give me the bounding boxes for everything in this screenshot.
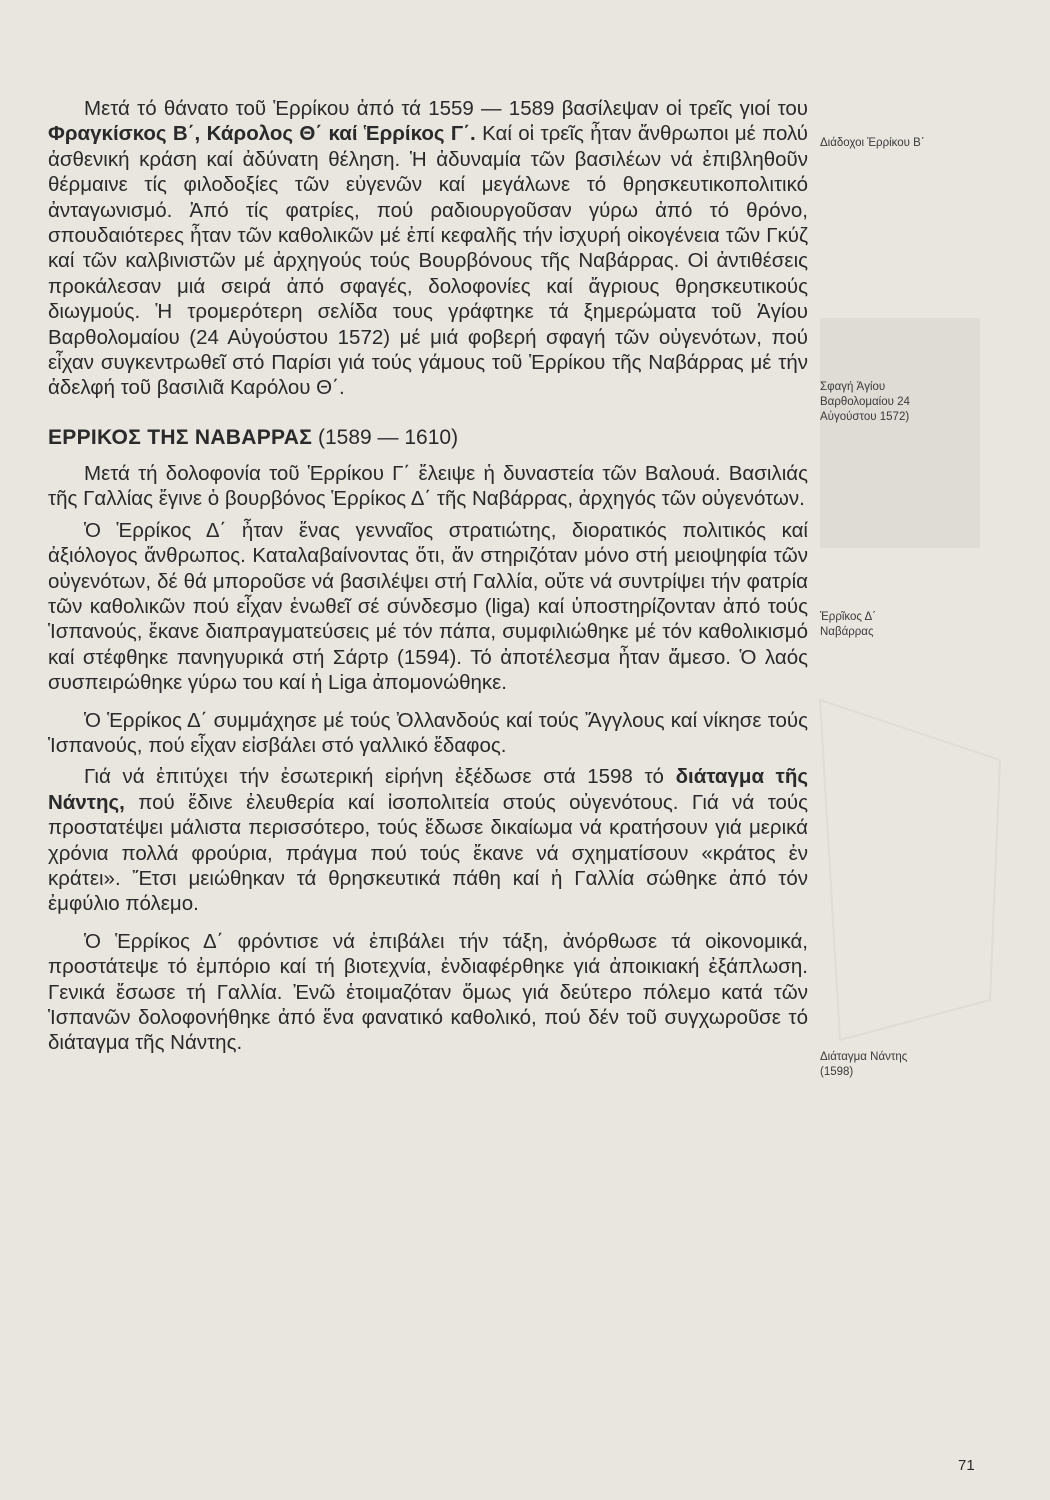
page-number: 71 [958, 1457, 975, 1474]
paragraph-order: Ὁ Ἑρρίκος Δ΄ φρόντισε νά ἐπιβάλει τήν τάξη, ἀνόρθωσε τά οἰκονομικά, προστάτεψε τό ἐμπόριο καί τή βιοτεχνία, ἐνδιαφέρθηκε γιά ἀποικιακή ἐξάπλωση. Γενικά ἔσωσε τή Γαλλία. Ἐνῶ ἑτοιμαζόταν ὅμως γιά δεύτερο πόλεμο κατά τῶν Ἱσπανῶν δολοφονήθηκε ἀπό ἕνα φανατικό καθολικό, πού δέν τοῦ συγχωροῦσε τό διάταγμα τῆς Νάντης. [48, 929, 808, 1055]
paragraph-successors [48, 96, 808, 401]
sidenote-massacre-line3: Αὐγούστου 1572) [820, 411, 910, 423]
section-heading-dates: (1589 — 1610) [312, 425, 459, 449]
main-text-column [48, 96, 808, 1062]
sidenote-henry-line2: Ναβάρρας [820, 626, 874, 638]
sidenote-edict-line2: (1598) [820, 1066, 854, 1078]
sidenote-edict [820, 1050, 995, 1080]
sidenote-massacre-line2: Βαρθολομαίου 24 [820, 396, 910, 408]
p1-text-start: Μετά τό θάνατο τοῦ Ἑρρίκου ἀπό τά 1559 — 1589 βασίλεψαν οἱ τρεῖς γιοί του [84, 97, 808, 120]
faint-portrait-shadow [820, 318, 980, 548]
sidenote-massacre-line1: Σφαγή Ἁγίου [820, 381, 886, 393]
p5-text-end: πού ἔδινε ἐλευθερία καί ἰσοπολιτεία στούς οὐγενότους. Γιά νά τούς προστατέψει μάλιστα περισσότερο, τούς ἔδωσε δικαίωμα νά κρατήσουν γιά μερικά χρόνια πολλά φρούρια, πράγμα πού τούς ἔκανε νά σχηματίσουν «κράτος ἐν κράτει». Ἔτσι μειώθηκαν τά θρησκευτικά πάθη καί ἡ Γαλλία σώθηκε ἀπό τόν ἐμφύλιο πόλεμο. [48, 790, 808, 916]
paragraph-alliance: Ὁ Ἑρρίκος Δ΄ συμμάχησε μέ τούς Ὀλλανδούς καί τούς Ἄγγλους καί νίκησε τούς Ἱσπανούς, πού εἶχαν εἰσβάλει στό γαλλικό ἔδαφος. [48, 708, 808, 757]
paragraph-henry-character: Ὁ Ἑρρίκος Δ΄ ἦταν ἕνας γενναῖος στρατιώτης, διορατικός πολιτικός καί ἀξιόλογος ἄνθρωπος. Καταλαβαίνοντας ὅτι, ἄν στηριζόταν μόνο στή μειοψηφία τῶν οὐγενότων, δέ θά μποροῦσε νά βασιλέψει στή Γαλλία, οὔτε νά συντρίψει τήν φατρία τῶν καθολικῶν πού εἶχαν ἑνωθεῖ σέ σύνδεσμο (liga) καί ὑποστηρίζονταν ἀπό τούς Ἱσπανούς, ἔκανε διαπραγματεύσεις μέ τόν πάπα, συμφιλιώθηκε μέ τόν καθολικισμό καί στέφθηκε πανηγυρικά στή Σάρτρ (1594). Τό ἀποτέλεσμα ἦταν ἄμεσο. Ὁ λαός συσπειρώθηκε γύρω του καί ἡ Liga ἀπομονώθηκε. [48, 518, 808, 695]
sidenote-successors [820, 136, 995, 151]
sidenote-henry [820, 610, 995, 640]
sidenote-edict-line1: Διάταγμα Νάντης [820, 1051, 908, 1063]
section-heading [48, 425, 808, 451]
faint-map-shadow [820, 700, 1000, 1040]
p1-text-end: Καί οἱ τρεῖς ἦταν ἄνθρωποι μέ πολύ ἀσθενική κράση καί ἀδύνατη θέληση. Ἡ ἀδυναμία τῶν βασιλέων νά ἐπιβληθοῦν θέρμαινε τίς φιλοδοξίες τῶν εὐγενῶν καί μεγάλωνε τό θρησκευτικοπολιτικό ἀνταγωνισμό. Ἀπό τίς φατρίες, πού ραδιουργοῦσαν γύρω ἀπό τό θρόνο, σπουδαιότερες ἦταν τῶν καθολικῶν μέ ἐπί κεφαλῆς τήν ἰσχυρή οἰκογένεια τῶν Γκύζ καί τῶν καλβινιστῶν μέ ἀρχηγούς τούς Βουρβόνους τῆς Ναβάρρας. Οἱ ἀντιθέσεις προκάλεσαν μιά σειρά ἀπό σφαγές, δολοφονίες καί ἄγριους θρησκευτικούς διωγμούς. Ἡ τρομερότερη σελίδα τους γράφτηκε τά ξημερώματα τοῦ Ἁγίου Βαρθολομαίου (24 Αὐγούστου 1572) μέ μιά φοβερή σφαγή τῶν οὐγενότων, πού εἶχαν συγκεντρωθεῖ στό Παρίσι γιά τούς γάμους τοῦ Ἑρρίκου τῆς Ναβάρρας μέ τήν ἀδελφή τοῦ βασιλιᾶ Καρόλου Θ΄. [48, 122, 808, 400]
sidenote-successors-text: Διάδοχοι Ἑρρίκου Β΄ [820, 137, 925, 149]
paragraph-edict-nantes [48, 764, 808, 916]
section-heading-title: ΕΡΡΙΚΟΣ ΤΗΣ ΝΑΒΑΡΡΑΣ [48, 425, 313, 449]
p5-text-start: Γιά νά ἐπιτύχει τήν ἐσωτερική εἰρήνη ἐξέδωσε στά 1598 τό [84, 765, 676, 789]
p5-bold-edict: διάταγμα τῆς Νάντης, [48, 765, 809, 814]
p1-bold-kings: Φραγκίσκος Β΄, Κάρολος Θ΄ καί Ἑρρίκος Γ΄. [48, 122, 476, 146]
sidenote-massacre [820, 380, 995, 425]
paragraph-valois: Μετά τή δολοφονία τοῦ Ἑρρίκου Γ΄ ἔλειψε ἡ δυναστεία τῶν Βαλουά. Βασιλιάς τῆς Γαλλίας ἔγινε ὁ βουρβόνος Ἑρρίκος Δ΄ τῆς Ναβάρρας, ἀρχηγός τῶν οὐγενότων. [48, 461, 808, 511]
sidenote-henry-line1: Ἑρρῖκος Δ΄ [820, 611, 877, 623]
